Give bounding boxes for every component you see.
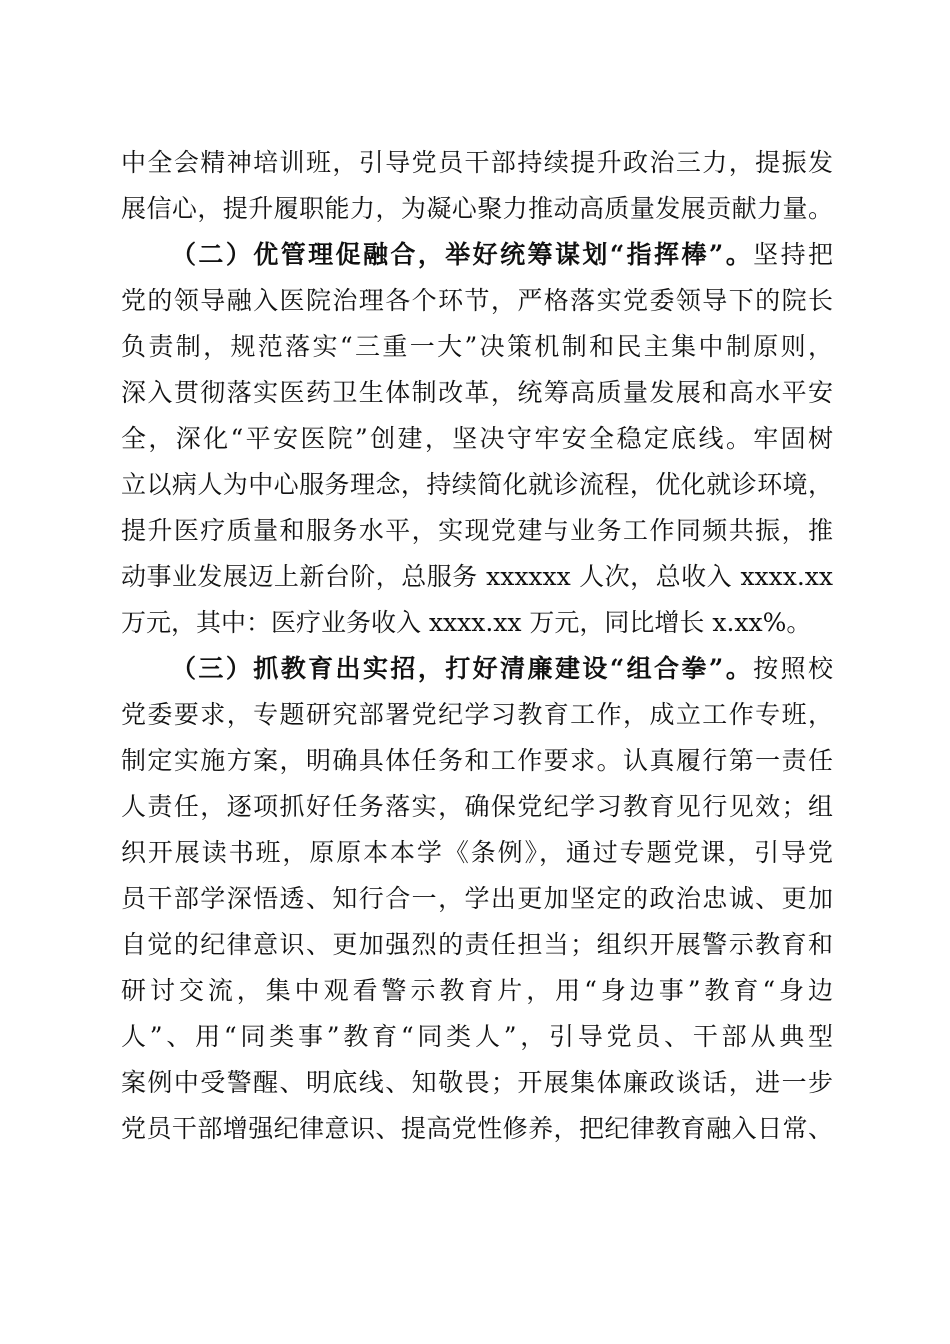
paragraph-first-line xyxy=(171,646,833,692)
text-line: 负责制，规范落实“三重一大”决策机制和民主集中制原则， xyxy=(121,332,833,361)
text-line: 提升医疗质量和服务水平，实现党建与业务工作同频共振，推 xyxy=(121,516,833,545)
text-line: 研讨交流，集中观看警示教育片，用“身边事”教育“身边 xyxy=(121,976,833,1005)
text-line: 展信心，提升履职能力，为凝心聚力推动高质量发展贡献力量。 xyxy=(121,194,833,223)
text-line: 案例中受警醒、明底线、知敬畏；开展集体廉政谈话，进一步 xyxy=(121,1068,833,1097)
text-line: 立以病人为中心服务理念，持续简化就诊流程，优化就诊环境， xyxy=(121,470,833,499)
text-line: 党委要求，专题研究部署党纪学习教育工作，成立工作专班， xyxy=(121,700,833,729)
text-line: 深入贯彻落实医药卫生体制改革，统筹高质量发展和高水平安 xyxy=(121,378,833,407)
section-heading: （二）优管理促融合，举好统筹谋划“指挥棒”。 xyxy=(171,240,754,269)
section-heading: （三）抓教育出实招，打好清廉建设“组合拳”。 xyxy=(171,654,754,683)
paragraph-first-line xyxy=(171,232,833,278)
text-line: 全，深化“平安医院”创建，坚决守牢安全稳定底线。牢固树 xyxy=(121,424,833,453)
text-run: 按照校 xyxy=(753,654,833,683)
text-line: 织开展读书班，原原本本学《条例》，通过专题党课，引导党 xyxy=(121,838,833,867)
text-line: 人责任，逐项抓好任务落实，确保党纪学习教育见行见效；组 xyxy=(121,792,833,821)
text-run: 坚持把 xyxy=(753,240,833,269)
text-line: 动事业发展迈上新台阶，总服务 xxxxxx 人次，总收入 xxxx.xx xyxy=(121,562,833,591)
text-line: 党员干部增强纪律意识、提高党性修养，把纪律教育融入日常、 xyxy=(121,1114,833,1143)
text-line: 员干部学深悟透、知行合一，学出更加坚定的政治忠诚、更加 xyxy=(121,884,833,913)
text-line: 制定实施方案，明确具体任务和工作要求。认真履行第一责任 xyxy=(121,746,833,775)
text-line: 党的领导融入医院治理各个环节，严格落实党委领导下的院长 xyxy=(121,286,833,315)
text-line: 中全会精神培训班，引导党员干部持续提升政治三力，提振发 xyxy=(121,148,833,177)
text-line: 万元，其中：医疗业务收入 xxxx.xx 万元，同比增长 x.xx%。 xyxy=(121,608,812,637)
text-line: 人”、用“同类事”教育“同类人”，引导党员、干部从典型 xyxy=(121,1022,833,1051)
text-line: 自觉的纪律意识、更加强烈的责任担当；组织开展警示教育和 xyxy=(121,930,833,959)
